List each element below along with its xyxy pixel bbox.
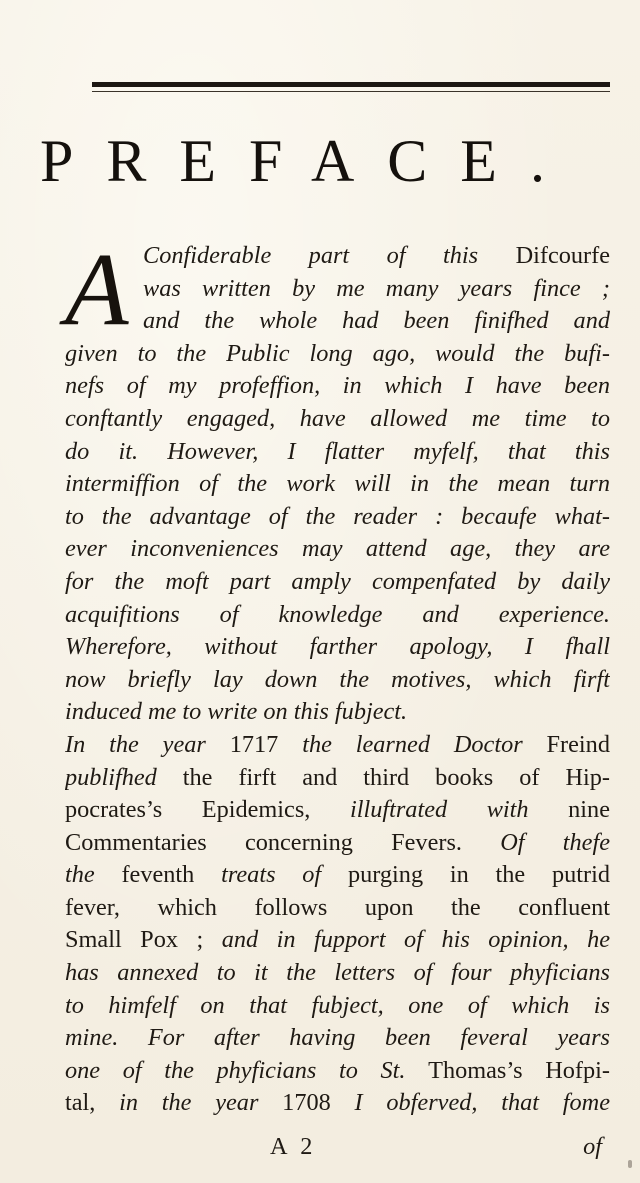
text-segment: illuftrated with [349, 796, 569, 824]
text-line [65, 1055, 610, 1088]
text-segment: for the moft part amply compenfated by daily [65, 567, 610, 595]
text-segment: purging in the putrid [347, 861, 610, 889]
text-segment: Wherefore, without farther apology, I fhall [65, 633, 610, 661]
text-segment: now briefly lay down the motives, which firft [65, 665, 610, 693]
text-line [143, 305, 610, 338]
text-line [65, 533, 610, 566]
text-segment: induced me to write on this fubject. [65, 698, 408, 726]
text-segment: tal, [65, 1089, 120, 1117]
text-segment: Small Pox ; [65, 926, 222, 954]
text-segment: was written by me many years fince ; [143, 274, 610, 302]
text-segment: acquifitions of knowledge and experience. [65, 600, 610, 628]
page-footer [65, 1133, 610, 1167]
signature-mark: A 2 [270, 1133, 317, 1160]
text-line [65, 696, 610, 729]
text-segment: Confiderable part of this [143, 242, 516, 269]
text-line [65, 924, 610, 957]
text-segment: Difcourfe [515, 242, 610, 269]
text-segment: in the year [119, 1089, 283, 1117]
text-segment: 1717 [229, 730, 303, 758]
text-line [65, 436, 610, 469]
drop-cap: A [65, 232, 129, 347]
catchword: of [583, 1133, 602, 1160]
text-line [65, 859, 610, 892]
text-line [65, 501, 610, 534]
text-segment: fever, which follows upon the confluent [65, 893, 610, 921]
text-segment: nefs of my profeffion, in which I have been [65, 372, 610, 400]
ink-speck [628, 1160, 632, 1168]
text-line [65, 664, 610, 697]
text-segment: and the whole had been finifhed and [143, 307, 610, 335]
text-segment: to the advantage of the reader : becaufe what- [65, 502, 610, 530]
page-heading: PREFACE. [40, 128, 578, 194]
text-segment: treats of [221, 861, 348, 889]
text-line [65, 794, 610, 827]
text-segment: and in fupport of his opinion, he [221, 926, 610, 954]
text-segment: In the year [65, 730, 230, 758]
text-segment: 1708 [282, 1089, 355, 1117]
text-line [143, 240, 610, 273]
text-segment: I obferved, that fome [354, 1089, 610, 1117]
text-segment: publifhed [65, 763, 183, 791]
text-segment: has annexed to it the letters of four phyficians [65, 959, 610, 987]
text-line [65, 827, 610, 860]
text-line [65, 892, 610, 925]
text-segment: do it. However, I flatter myfelf, that this [65, 437, 610, 465]
text-segment: given to the Public long ago, would the bufi- [65, 339, 610, 367]
text-segment: mine. For after having been feveral years [65, 1024, 610, 1052]
text-line [65, 1087, 610, 1120]
text-line [65, 762, 610, 795]
text-segment: the [65, 861, 122, 889]
text-segment: the firft and third books of Hip- [182, 763, 610, 791]
text-segment: one of the phyficians to St. [65, 1056, 429, 1084]
text-segment: feventh [121, 861, 222, 889]
text-segment: pocrates’s Epidemics, [65, 796, 350, 824]
text-line [65, 957, 610, 990]
text-line [65, 990, 610, 1023]
text-line [65, 1022, 610, 1055]
text-line [65, 403, 610, 436]
header-rule-thick [92, 82, 610, 87]
text-segment: Freind [546, 730, 610, 758]
text-line [65, 729, 610, 762]
preface-body [65, 232, 610, 1120]
text-segment: nine [568, 796, 610, 824]
text-line [65, 370, 610, 403]
text-line [65, 566, 610, 599]
text-segment: Of thefe [500, 828, 610, 856]
text-segment: intermiffion of the work will in the mean turn [65, 470, 610, 498]
text-segment: ever inconveniences may attend age, they are [65, 535, 610, 563]
text-segment: Thomas’s Hofpi- [428, 1056, 610, 1084]
text-segment: the learned Doctor [302, 730, 547, 758]
text-segment: to himfelf on that fubject, one of which is [65, 991, 610, 1019]
text-segment: conftantly engaged, have allowed me time to [65, 404, 610, 432]
text-line [65, 599, 610, 632]
text-line [143, 273, 610, 306]
text-line [65, 468, 610, 501]
text-line [65, 338, 610, 371]
text-segment: Commentaries concerning Fevers. [65, 828, 501, 856]
header-rule-thin [92, 91, 610, 92]
text-line [65, 631, 610, 664]
